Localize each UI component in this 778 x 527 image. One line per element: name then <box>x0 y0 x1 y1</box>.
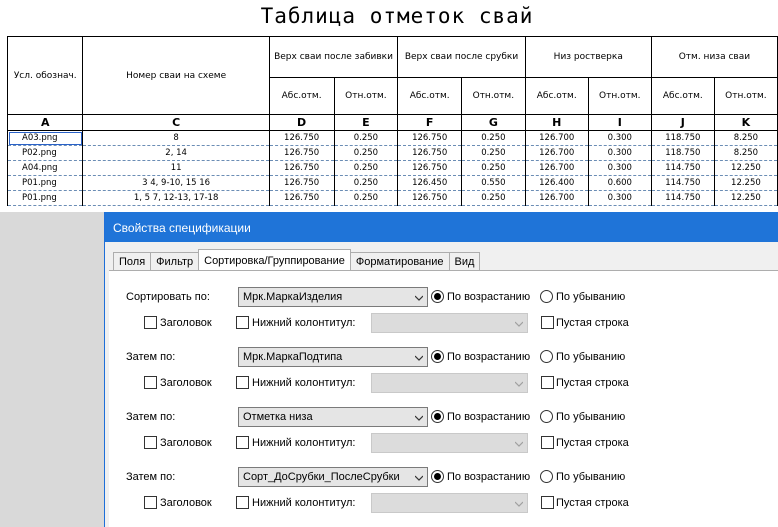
header-col-c[interactable]: Номер сваи на схеме <box>83 37 269 115</box>
table-cell[interactable]: 126.700 <box>525 131 588 146</box>
table-cell[interactable]: 0.300 <box>588 146 651 161</box>
sort-field-dropdown[interactable] <box>238 347 428 367</box>
sort-field-value: Мрк.МаркаПодтипа <box>243 351 343 363</box>
sorting-panel <box>109 270 778 527</box>
header-checkbox-label[interactable]: Заголовок <box>160 377 212 389</box>
table-cell[interactable]: 126.700 <box>525 161 588 176</box>
column-letter[interactable]: I <box>588 115 651 131</box>
table-cell[interactable]: 126.750 <box>398 161 462 176</box>
column-letter[interactable]: J <box>651 115 714 131</box>
header-checkbox[interactable] <box>144 316 157 329</box>
ascending-label[interactable]: По возрастанию <box>447 291 531 303</box>
table-cell[interactable]: 0.250 <box>334 146 398 161</box>
table-cell[interactable]: 3 4, 9-10, 15 16 <box>83 176 269 191</box>
table-cell[interactable]: 126.750 <box>269 161 334 176</box>
blank-line-checkbox[interactable] <box>541 496 554 509</box>
table-cell[interactable]: 0.250 <box>334 131 398 146</box>
tab-fields[interactable]: Поля <box>113 252 151 270</box>
table-cell[interactable]: 0.300 <box>588 131 651 146</box>
tab-formatting[interactable]: Форматирование <box>350 252 450 270</box>
table-cell[interactable]: 0.300 <box>588 161 651 176</box>
descending-label[interactable]: По убыванию <box>556 351 626 363</box>
footer-option-dropdown[interactable] <box>371 313 528 333</box>
footer-option-dropdown[interactable] <box>371 433 528 453</box>
schedule-title: Таблица отметок свай <box>260 4 534 28</box>
blank-line-label[interactable]: Пустая строка <box>556 497 629 509</box>
header-col-a[interactable]: Усл. обознач. <box>8 37 83 115</box>
sort-field-value: Отметка низа <box>243 411 313 423</box>
dialog-title: Свойства спецификации <box>105 212 778 242</box>
cell-symbol[interactable]: P02.png <box>8 146 83 161</box>
header-checkbox-label[interactable]: Заголовок <box>160 437 212 449</box>
footer-option-dropdown[interactable] <box>371 493 528 513</box>
ascending-label[interactable]: По возрастанию <box>447 351 531 363</box>
schedule-table <box>7 36 778 206</box>
column-letter[interactable]: F <box>398 115 462 131</box>
header-group-4[interactable]: Отм. низа сваи <box>651 37 777 78</box>
descending-label[interactable]: По убыванию <box>556 411 626 423</box>
column-letter[interactable]: G <box>462 115 526 131</box>
blank-line-checkbox[interactable] <box>541 436 554 449</box>
table-cell[interactable]: 0.250 <box>462 191 526 206</box>
subheader-cell[interactable]: Абс.отм. <box>525 78 588 115</box>
blank-line-label[interactable]: Пустая строка <box>556 437 629 449</box>
chevron-down-icon <box>515 499 523 507</box>
header-checkbox-label[interactable]: Заголовок <box>160 317 212 329</box>
chevron-down-icon <box>415 293 423 301</box>
descending-radio[interactable] <box>540 410 553 423</box>
table-cell[interactable]: 114.750 <box>651 161 714 176</box>
header-group-1[interactable]: Верх сваи после забивки <box>269 37 398 78</box>
table-cell[interactable]: 8.250 <box>714 131 777 146</box>
header-checkbox-label[interactable]: Заголовок <box>160 497 212 509</box>
subheader-cell[interactable]: Абс.отм. <box>269 78 334 115</box>
table-cell[interactable]: 126.750 <box>269 146 334 161</box>
table-cell[interactable]: 12.250 <box>714 191 777 206</box>
descending-radio[interactable] <box>540 470 553 483</box>
column-letter[interactable]: C <box>83 115 269 131</box>
chevron-down-icon <box>515 379 523 387</box>
blank-line-checkbox[interactable] <box>541 316 554 329</box>
table-cell[interactable]: 0.250 <box>462 161 526 176</box>
footer-checkbox[interactable] <box>236 436 249 449</box>
footer-checkbox[interactable] <box>236 316 249 329</box>
ascending-radio[interactable] <box>431 290 444 303</box>
cell-symbol[interactable]: A04.png <box>8 161 83 176</box>
table-cell[interactable]: 12.250 <box>714 161 777 176</box>
descending-radio[interactable] <box>540 290 553 303</box>
table-cell[interactable]: 0.600 <box>588 176 651 191</box>
footer-checkbox-label[interactable]: Нижний колонтитул: <box>252 317 356 329</box>
table-row[interactable] <box>8 161 778 176</box>
table-cell[interactable]: 118.750 <box>651 131 714 146</box>
footer-checkbox-label[interactable]: Нижний колонтитул: <box>252 497 356 509</box>
sort-by-label: Затем по: <box>126 351 176 363</box>
chevron-down-icon <box>515 319 523 327</box>
column-letter[interactable]: K <box>714 115 777 131</box>
chevron-down-icon <box>415 473 423 481</box>
table-cell[interactable]: 126.700 <box>525 191 588 206</box>
descending-label[interactable]: По убыванию <box>556 291 626 303</box>
column-letter[interactable]: A <box>8 115 83 131</box>
subheader-cell[interactable]: Абс.отм. <box>651 78 714 115</box>
chevron-down-icon <box>515 439 523 447</box>
descending-label[interactable]: По убыванию <box>556 471 626 483</box>
table-cell[interactable]: 0.250 <box>334 176 398 191</box>
ascending-radio[interactable] <box>431 470 444 483</box>
blank-line-label[interactable]: Пустая строка <box>556 377 629 389</box>
tab-strip <box>113 252 479 270</box>
footer-checkbox-label[interactable]: Нижний колонтитул: <box>252 377 356 389</box>
ascending-radio[interactable] <box>431 410 444 423</box>
footer-checkbox[interactable] <box>236 376 249 389</box>
header-group-3[interactable]: Низ ростверка <box>525 37 651 78</box>
header-group-2[interactable]: Верх сваи после срубки <box>398 37 525 78</box>
chevron-down-icon <box>415 353 423 361</box>
header-checkbox[interactable] <box>144 496 157 509</box>
subheader-cell[interactable]: Отн.отм. <box>588 78 651 115</box>
sort-field-dropdown[interactable] <box>238 467 428 487</box>
column-letter[interactable]: H <box>525 115 588 131</box>
table-cell[interactable]: 126.750 <box>269 176 334 191</box>
table-row[interactable] <box>8 176 778 191</box>
subheader-cell[interactable]: Абс.отм. <box>398 78 462 115</box>
table-cell[interactable]: 0.550 <box>462 176 526 191</box>
table-cell[interactable]: 12.250 <box>714 176 777 191</box>
table-cell[interactable]: 0.250 <box>462 131 526 146</box>
footer-checkbox[interactable] <box>236 496 249 509</box>
table-cell[interactable]: 0.300 <box>588 191 651 206</box>
table-cell[interactable]: 2, 14 <box>83 146 269 161</box>
table-cell[interactable]: 126.750 <box>398 146 462 161</box>
table-cell[interactable]: 126.750 <box>269 191 334 206</box>
table-cell[interactable]: 126.750 <box>398 191 462 206</box>
sort-by-label: Сортировать по: <box>126 291 210 303</box>
sort-by-label: Затем по: <box>126 471 176 483</box>
table-cell[interactable]: 126.400 <box>525 176 588 191</box>
subheader-cell[interactable]: Отн.отм. <box>714 78 777 115</box>
ascending-radio[interactable] <box>431 350 444 363</box>
table-cell[interactable]: 8 <box>83 131 269 146</box>
header-checkbox[interactable] <box>144 436 157 449</box>
table-row[interactable] <box>8 131 778 146</box>
sort-field-dropdown[interactable] <box>238 287 428 307</box>
blank-line-label[interactable]: Пустая строка <box>556 317 629 329</box>
header-checkbox[interactable] <box>144 376 157 389</box>
sort-field-dropdown[interactable] <box>238 407 428 427</box>
table-cell[interactable]: 126.750 <box>398 131 462 146</box>
ascending-label[interactable]: По возрастанию <box>447 411 531 423</box>
table-cell[interactable]: 126.750 <box>269 131 334 146</box>
schedule-properties-dialog <box>104 212 778 527</box>
table-row[interactable] <box>8 146 778 161</box>
ascending-label[interactable]: По возрастанию <box>447 471 531 483</box>
table-cell[interactable]: 11 <box>83 161 269 176</box>
chevron-down-icon <box>415 413 423 421</box>
subheader-cell[interactable]: Отн.отм. <box>462 78 526 115</box>
table-cell[interactable]: 1, 5 7, 12-13, 17-18 <box>83 191 269 206</box>
tab-filter[interactable]: Фильтр <box>150 252 199 270</box>
cell-symbol[interactable]: P01.png <box>8 176 83 191</box>
table-cell[interactable]: 126.450 <box>398 176 462 191</box>
tab-appearance[interactable]: Вид <box>449 252 481 270</box>
blank-line-checkbox[interactable] <box>541 376 554 389</box>
column-letter[interactable]: D <box>269 115 334 131</box>
table-cell[interactable]: 114.750 <box>651 176 714 191</box>
column-letter[interactable]: E <box>334 115 398 131</box>
table-cell[interactable]: 0.250 <box>334 161 398 176</box>
subheader-cell[interactable]: Отн.отм. <box>334 78 398 115</box>
footer-checkbox-label[interactable]: Нижний колонтитул: <box>252 437 356 449</box>
table-cell[interactable]: 0.250 <box>334 191 398 206</box>
descending-radio[interactable] <box>540 350 553 363</box>
table-cell[interactable]: 8.250 <box>714 146 777 161</box>
table-cell[interactable]: 114.750 <box>651 191 714 206</box>
table-cell[interactable]: 0.250 <box>462 146 526 161</box>
sort-by-label: Затем по: <box>126 411 176 423</box>
table-cell[interactable]: 118.750 <box>651 146 714 161</box>
table-row[interactable] <box>8 191 778 206</box>
footer-option-dropdown[interactable] <box>371 373 528 393</box>
tab-sorting-grouping[interactable]: Сортировка/Группирование <box>198 249 351 270</box>
cell-symbol[interactable]: A03.png <box>8 131 83 146</box>
table-cell[interactable]: 126.700 <box>525 146 588 161</box>
cell-symbol[interactable]: P01.png <box>8 191 83 206</box>
sort-field-value: Сорт_ДоСрубки_ПослеСрубки <box>243 471 400 483</box>
sort-field-value: Мрк.МаркаИзделия <box>243 291 343 303</box>
